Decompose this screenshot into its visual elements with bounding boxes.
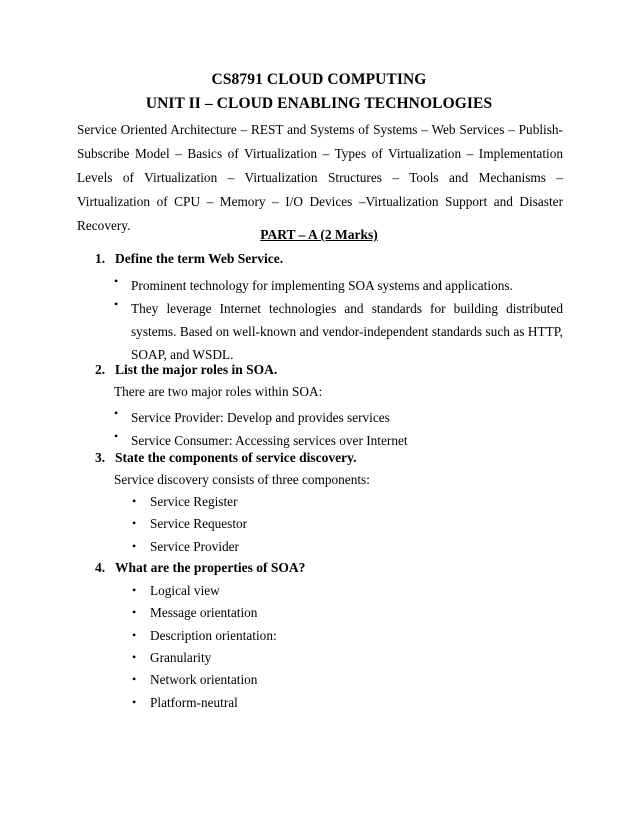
bullet-icon: • xyxy=(132,583,137,597)
question-3-intro-text: Service discovery consists of three components: xyxy=(114,472,370,487)
bullet-text: Message orientation xyxy=(150,605,258,620)
bullet-icon: • xyxy=(132,650,137,664)
bullet-icon: • xyxy=(132,628,137,642)
bullet-icon: • xyxy=(132,695,137,709)
bullet-icon: • xyxy=(132,494,137,508)
bullet-text: Network orientation xyxy=(150,672,258,687)
bullet-icon: • xyxy=(132,672,137,686)
part-a-heading: PART – A (2 Marks) xyxy=(260,227,378,242)
bullet-icon: • xyxy=(114,406,119,420)
bullet-text: Prominent technology for implementing SOA systems and applications. xyxy=(131,278,513,293)
unit-syllabus-paragraph: Service Oriented Architecture – REST and Systems of Systems – Web Services – Publish-Subscribe Model – Basics of Virtualization – Types of Virtualization – Implementation Levels of Virtualization – Virtualization Structures – Tools and Mechanisms – Virtualization of CPU – Memory – I/O Devices –Virtualization Support and Disaster Recovery. xyxy=(77,122,563,233)
question-3-text: State the components of service discovery. xyxy=(115,450,357,465)
bullet-icon: • xyxy=(114,297,119,311)
bullet-icon: • xyxy=(114,429,119,443)
bullet-text: They leverage Internet technologies and standards for building distributed systems. Based on well-known and vendor-independent standards such as HTTP, SOAP, and WSDL. xyxy=(131,301,563,362)
question-1 xyxy=(95,251,283,267)
unit-title: UNIT II – CLOUD ENABLING TECHNOLOGIES xyxy=(145,95,493,112)
question-4 xyxy=(95,560,305,576)
question-3 xyxy=(95,450,356,466)
bullet-icon: • xyxy=(132,516,137,530)
bullet-text: Service Provider xyxy=(150,539,239,554)
question-2-intro-text: There are two major roles within SOA: xyxy=(114,384,323,399)
bullet-text: Service Requestor xyxy=(150,516,248,531)
bullet-icon: • xyxy=(114,274,119,288)
question-4-number: 4. xyxy=(95,560,106,575)
question-1-number: 1. xyxy=(95,251,106,266)
bullet-text: Service Register xyxy=(150,494,238,509)
question-4-text: What are the properties of SOA? xyxy=(115,560,306,575)
bullet-text: Platform-neutral xyxy=(150,695,238,710)
bullet-text: Service Consumer: Accessing services over Internet xyxy=(131,433,408,448)
question-2-number: 2. xyxy=(95,362,106,377)
course-title: CS8791 CLOUD COMPUTING xyxy=(211,71,427,88)
question-1-text: Define the term Web Service. xyxy=(115,251,284,266)
bullet-icon: • xyxy=(132,539,137,553)
bullet-text: Service Provider: Develop and provides services xyxy=(131,410,390,425)
bullet-text: Description orientation: xyxy=(150,628,277,643)
question-3-number: 3. xyxy=(95,450,106,465)
bullet-icon: • xyxy=(132,605,137,619)
bullet-text: Logical view xyxy=(150,583,220,598)
question-2-text: List the major roles in SOA. xyxy=(115,362,278,377)
question-2 xyxy=(95,362,277,378)
bullet-text: Granularity xyxy=(150,650,212,665)
